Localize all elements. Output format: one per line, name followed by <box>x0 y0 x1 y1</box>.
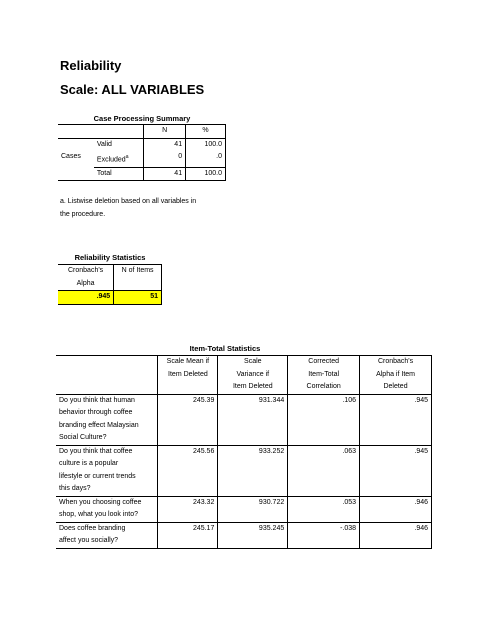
cell-value: -.038 <box>288 522 360 548</box>
n-items-value: 51 <box>114 291 162 305</box>
cell-value: 245.39 <box>158 394 218 445</box>
table-row <box>56 445 432 496</box>
reliability-stats-table <box>58 264 162 305</box>
col-header: % <box>186 125 226 139</box>
item-total-table <box>56 355 432 549</box>
table-header-row <box>58 125 226 139</box>
table-row <box>58 151 226 167</box>
cell-value: 41 <box>144 167 186 181</box>
col-header: Cronbach's Alpha if Item Deleted <box>360 356 432 395</box>
table-row <box>58 291 162 305</box>
cell-value: .946 <box>360 522 432 548</box>
cell-value: .053 <box>288 496 360 522</box>
col-header: Corrected Item-Total Correlation <box>288 356 360 395</box>
row-group-label: Cases <box>61 153 81 160</box>
cell-value: 245.17 <box>158 522 218 548</box>
case-processing-title: Case Processing Summary <box>93 114 191 123</box>
cell-value: 100.0 <box>186 138 226 151</box>
col-header: Cronbach's Alpha <box>58 265 114 291</box>
item-question: Do you think that human behavior through coffee branding effect Malaysian Social Culture? <box>56 394 158 445</box>
item-question: Does coffee branding affect you socially? <box>56 522 158 548</box>
table-row <box>58 167 226 181</box>
row-label: Total <box>94 167 144 181</box>
cell-value: 245.56 <box>158 445 218 496</box>
cell-value: .945 <box>360 394 432 445</box>
cell-value: 931.344 <box>218 394 288 445</box>
item-question: Do you think that coffee culture is a popular lifestyle or current trends this days? <box>56 445 158 496</box>
cell-value: 0 <box>144 151 186 167</box>
cell-value: .946 <box>360 496 432 522</box>
item-question: When you choosing coffee shop, what you look into? <box>56 496 158 522</box>
cell-value: .945 <box>360 445 432 496</box>
col-header: N of Items <box>114 265 162 291</box>
cell-value: 243.32 <box>158 496 218 522</box>
case-processing-table <box>58 124 226 181</box>
table-row <box>58 138 226 151</box>
output-title: Reliability <box>60 58 122 73</box>
cell-value: 935.245 <box>218 522 288 548</box>
col-header: Scale Mean if Item Deleted <box>158 356 218 395</box>
cronbach-alpha-value: .945 <box>58 291 114 305</box>
cell-value: 41 <box>144 138 186 151</box>
reliability-stats-title: Reliability Statistics <box>74 253 146 262</box>
table-header-row <box>58 265 162 291</box>
col-header: Scale Variance if Item Deleted <box>218 356 288 395</box>
table-row <box>56 496 432 522</box>
cell-value: .063 <box>288 445 360 496</box>
cell-value: .0 <box>186 151 226 167</box>
table-row <box>56 522 432 548</box>
col-header: N <box>144 125 186 139</box>
footnote-line: a. Listwise deletion based on all variables in <box>60 198 197 205</box>
cell-value: 933.252 <box>218 445 288 496</box>
row-label: Excluded$^a$ <box>94 151 144 167</box>
cell-value: 930.722 <box>218 496 288 522</box>
cell-value: .106 <box>288 394 360 445</box>
table-row <box>56 394 432 445</box>
footnote-line: the procedure. <box>60 211 106 218</box>
table-header-row <box>56 356 432 395</box>
scale-title: Scale: ALL VARIABLES <box>60 82 205 97</box>
row-label: Valid <box>94 138 144 151</box>
footnote-marker: a <box>125 154 129 160</box>
item-total-title: Item-Total Statistics <box>189 344 261 353</box>
cell-value: 100.0 <box>186 167 226 181</box>
